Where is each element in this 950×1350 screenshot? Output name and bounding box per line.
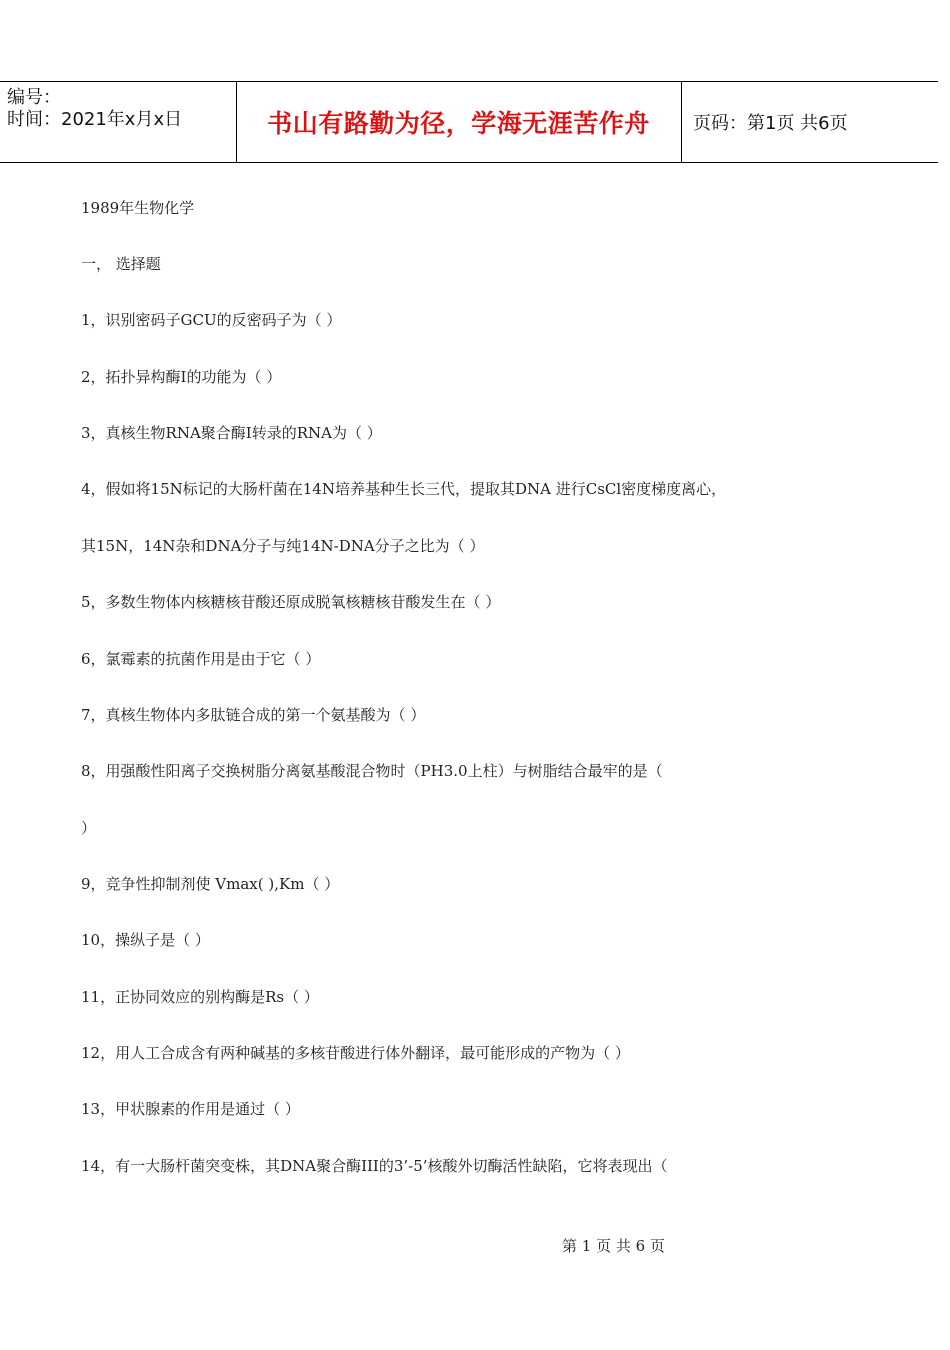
header-meta-cell	[0, 82, 237, 162]
question-line: 7，真核生物体内多肽链合成的第一个氨基酸为（ ）	[81, 706, 426, 724]
question-line: 1，识别密码子GCU的反密码子为（ ）	[81, 311, 342, 329]
motto-text: 书山有路勤为径，学海无涯苦作舟	[267, 109, 650, 138]
header-table	[0, 81, 938, 163]
question-line: ）	[81, 819, 97, 837]
question-line: 8，用强酸性阳离子交换树脂分离氨基酸混合物时（PH3.0上柱）与树脂结合最牢的是（	[81, 762, 663, 780]
question-line: 3，真核生物RNA聚合酶I转录的RNA为（ ）	[81, 424, 382, 442]
header-motto-cell	[236, 82, 682, 162]
question-line: 13，甲状腺素的作用是通过（ ）	[81, 1100, 300, 1118]
question-line: 2，拓扑异构酶I的功能为（ ）	[81, 368, 282, 386]
question-line: 14，有一大肠杆菌突变株，其DNA聚合酶III的3’-5’核酸外切酶活性缺陷，它将表现出（	[81, 1157, 668, 1175]
question-line: 10，操纵子是（ ）	[81, 931, 210, 949]
question-line: 4，假如将15N标记的大肠杆菌在14N培养基种生长三代，提取其DNA 进行CsCl密度梯度离心，	[81, 480, 727, 498]
header-page-cell	[682, 82, 938, 162]
section-heading: 一， 选择题	[81, 255, 161, 273]
page-footer: 第 1 页 共 6 页	[562, 1237, 665, 1255]
question-line: 9，竞争性抑制剂使 Vmax( ),Km（ ）	[81, 875, 340, 893]
question-line: 其15N，14N杂和DNA分子与纯14N-DNA分子之比为（ ）	[81, 537, 485, 555]
number-label: 编号：	[7, 87, 61, 108]
document-title: 1989年生物化学	[81, 199, 195, 217]
question-line: 5，多数生物体内核糖核苷酸还原成脱氧核糖核苷酸发生在（ ）	[81, 593, 501, 611]
question-line: 6，氯霉素的抗菌作用是由于它（ ）	[81, 650, 321, 668]
page-info: 页码：第1页 共6页	[693, 113, 848, 134]
question-line: 12，用人工合成含有两种碱基的多核苷酸进行体外翻译，最可能形成的产物为（ ）	[81, 1044, 630, 1062]
question-line: 11，正协同效应的别构酶是Rs（ ）	[81, 988, 319, 1006]
time-label: 时间：2021年x月x日	[7, 109, 183, 130]
